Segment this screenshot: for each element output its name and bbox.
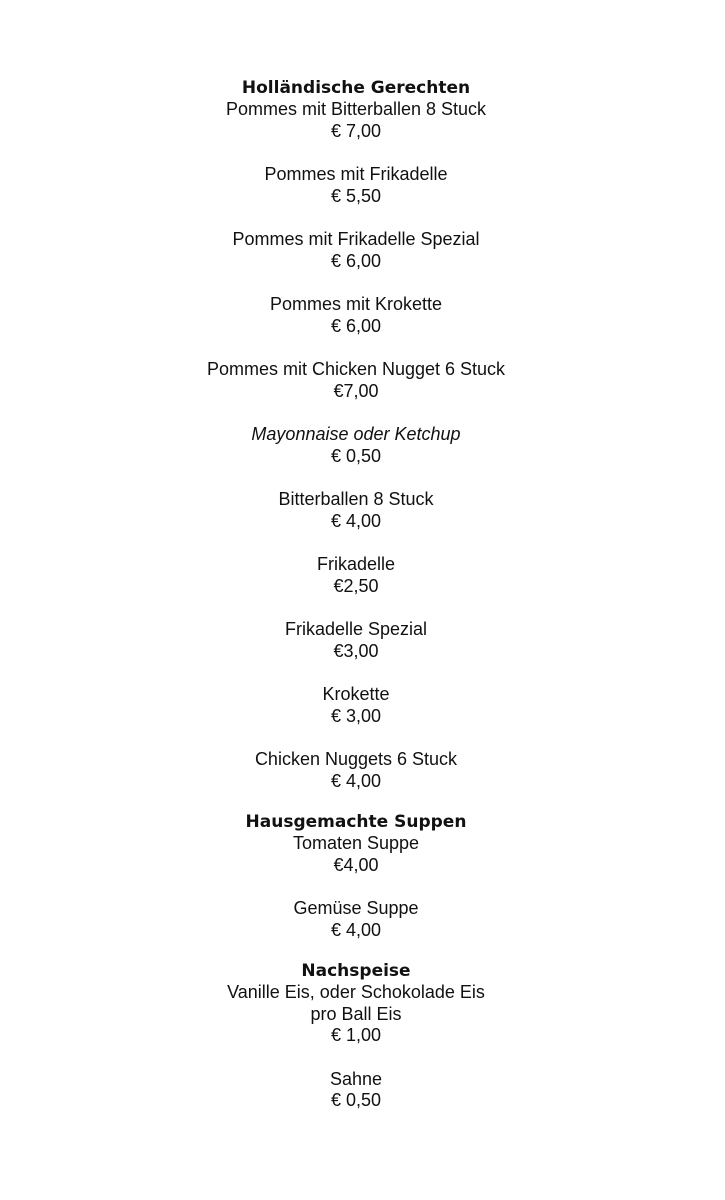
item-name: Tomaten Suppe (292, 833, 420, 853)
menu-item (0, 164, 712, 207)
menu-item (0, 489, 712, 532)
item-name: Frikadelle (316, 554, 396, 574)
menu-item (0, 749, 712, 792)
item-price: € 4,00 (330, 919, 382, 940)
item-name: Pommes mit Frikadelle Spezial (232, 229, 480, 249)
item-name: Bitterballen 8 Stuck (278, 489, 434, 509)
menu-item (0, 554, 712, 597)
item-price: € 0,50 (330, 445, 382, 466)
item-name: Pommes mit Krokette (269, 294, 443, 314)
item-price: € 4,00 (330, 770, 382, 791)
item-name: Mayonnaise oder Ketchup (251, 424, 461, 444)
item-name: Gemüse Suppe (293, 898, 419, 918)
item-detail: pro Ball Eis (310, 1003, 402, 1024)
menu-item (0, 898, 712, 941)
menu (0, 78, 712, 1134)
item-price: € 5,50 (330, 185, 382, 206)
section-nachspeise (0, 961, 712, 1112)
menu-item (0, 359, 712, 402)
section-hollaendische-gerechten (0, 78, 712, 792)
menu-item (0, 1069, 712, 1112)
item-price: € 3,00 (330, 705, 382, 726)
item-price: €3,00 (333, 640, 379, 661)
section-title: Holländische Gerechten (241, 78, 471, 98)
item-name: Frikadelle Spezial (284, 619, 428, 639)
item-name: Sahne (329, 1068, 383, 1089)
menu-item (0, 99, 712, 142)
menu-item (0, 294, 712, 337)
menu-item (0, 619, 712, 662)
section-title: Nachspeise (301, 961, 411, 981)
section-title: Hausgemachte Suppen (245, 812, 467, 832)
item-price: €7,00 (333, 380, 379, 401)
item-name: Pommes mit Chicken Nugget 6 Stuck (206, 359, 506, 379)
menu-item (0, 833, 712, 876)
menu-item (0, 424, 712, 467)
menu-item (0, 229, 712, 272)
item-price: € 7,00 (330, 120, 382, 141)
item-price: € 4,00 (330, 510, 382, 531)
menu-item (0, 982, 712, 1047)
item-price: € 0,50 (330, 1090, 382, 1110)
item-price: €4,00 (333, 854, 379, 875)
menu-item (0, 684, 712, 727)
item-price: € 6,00 (330, 250, 382, 271)
item-name: Vanille Eis, oder Schokolade Eis (227, 982, 485, 1002)
item-price: € 1,00 (330, 1025, 382, 1045)
item-price: €2,50 (333, 575, 379, 596)
section-hausgemachte-suppen (0, 812, 712, 941)
item-name: Pommes mit Bitterballen 8 Stuck (225, 99, 487, 119)
item-name: Chicken Nuggets 6 Stuck (254, 749, 458, 769)
item-name: Pommes mit Frikadelle (264, 164, 448, 184)
item-price: € 6,00 (330, 315, 382, 336)
item-name: Krokette (322, 684, 390, 704)
